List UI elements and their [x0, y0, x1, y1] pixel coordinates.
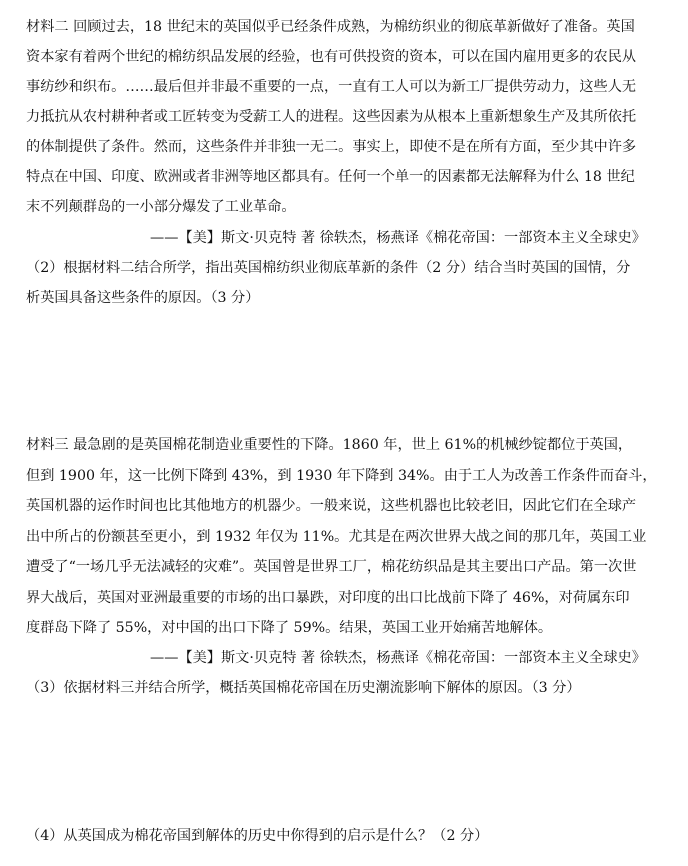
- material-three-line: 出中所占的份额甚至更小，到 1932 年仅为 11%。尤其是在两次世界大战之间的那几年，英国工业: [26, 529, 647, 545]
- material-three-line: 但到 1900 年，这一比例下降到 43%，到 1930 年下降到 34%。由于工人为改善工作条件而奋斗，: [26, 468, 657, 484]
- question-two-line: （2）根据材料二结合所学，指出英国棉纺织业彻底革新的条件（2 分）结合当时英国的国情，分: [26, 260, 631, 276]
- material-two-line: 资本家有着两个世纪的棉纺织品发展的经验，也有可供投资的资本，可以在国内雇用更多的农民从: [26, 49, 637, 65]
- material-two-line: 材料二 回顾过去，18 世纪末的英国似乎已经条件成熟，为棉纺织业的彻底革新做好了准备。英国: [26, 19, 635, 35]
- material-two-line: 力抵抗从农村耕种者或工匠转变为受薪工人的进程。这些因素为从根本上重新想象生产及其所依托: [26, 109, 637, 125]
- material-three-line: 遭受了“一场几乎无法减轻的灾难”。英国曾是世界工厂，棉花纺织品是其主要出口产品。第一次世: [26, 559, 637, 575]
- material-three-line: 英国机器的运作时间也比其他地方的机器少。一般来说，这些机器也比较老旧，因此它们在全球产: [26, 498, 637, 514]
- material-two-source: ——【美】斯文·贝克特 著 徐轶杰，杨燕译《棉花帝国：一部资本主义全球史》: [150, 230, 646, 246]
- question-four: （4）从英国成为棉花帝国到解体的历史中你得到的启示是什么？（2 分）: [26, 828, 489, 844]
- question-three: （3）依据材料三并结合所学，概括英国棉花帝国在历史潮流影响下解体的原因。（3 分）: [26, 680, 581, 696]
- material-three-source: ——【美】斯文·贝克特 著 徐轶杰，杨燕译《棉花帝国：一部资本主义全球史》: [150, 650, 646, 666]
- material-three-line: 材料三 最急剧的是英国棉花制造业重要性的下降。1860 年，世上 61%的机械纱锭都位于英国，: [26, 437, 633, 453]
- material-two-line: 的体制提供了条件。然而，这些条件并非独一无二。事实上，即使不是在所有方面，至少其中许多: [26, 139, 637, 155]
- material-three-line: 度群岛下降了 55%，对中国的出口下降了 59%。结果，英国工业开始痛苦地解体。: [26, 620, 553, 636]
- material-two-line: 特点在中国、印度、欧洲或者非洲等地区都具有。任何一个单一的因素都无法解释为什么 18 世纪: [26, 169, 635, 185]
- material-two-line: 末不列颠群岛的一小部分爆发了工业革命。: [26, 199, 296, 215]
- material-three-line: 界大战后，英国对亚洲最重要的市场的出口暴跌，对印度的出口比战前下降了 46%，对荷属东印: [26, 590, 630, 606]
- material-two-line: 事纺纱和织布。……最后但并非最不重要的一点，一直有工人可以为新工厂提供劳动力，这些人无: [26, 79, 637, 95]
- question-two-line: 析英国具备这些条件的原因。（3 分）: [26, 290, 260, 306]
